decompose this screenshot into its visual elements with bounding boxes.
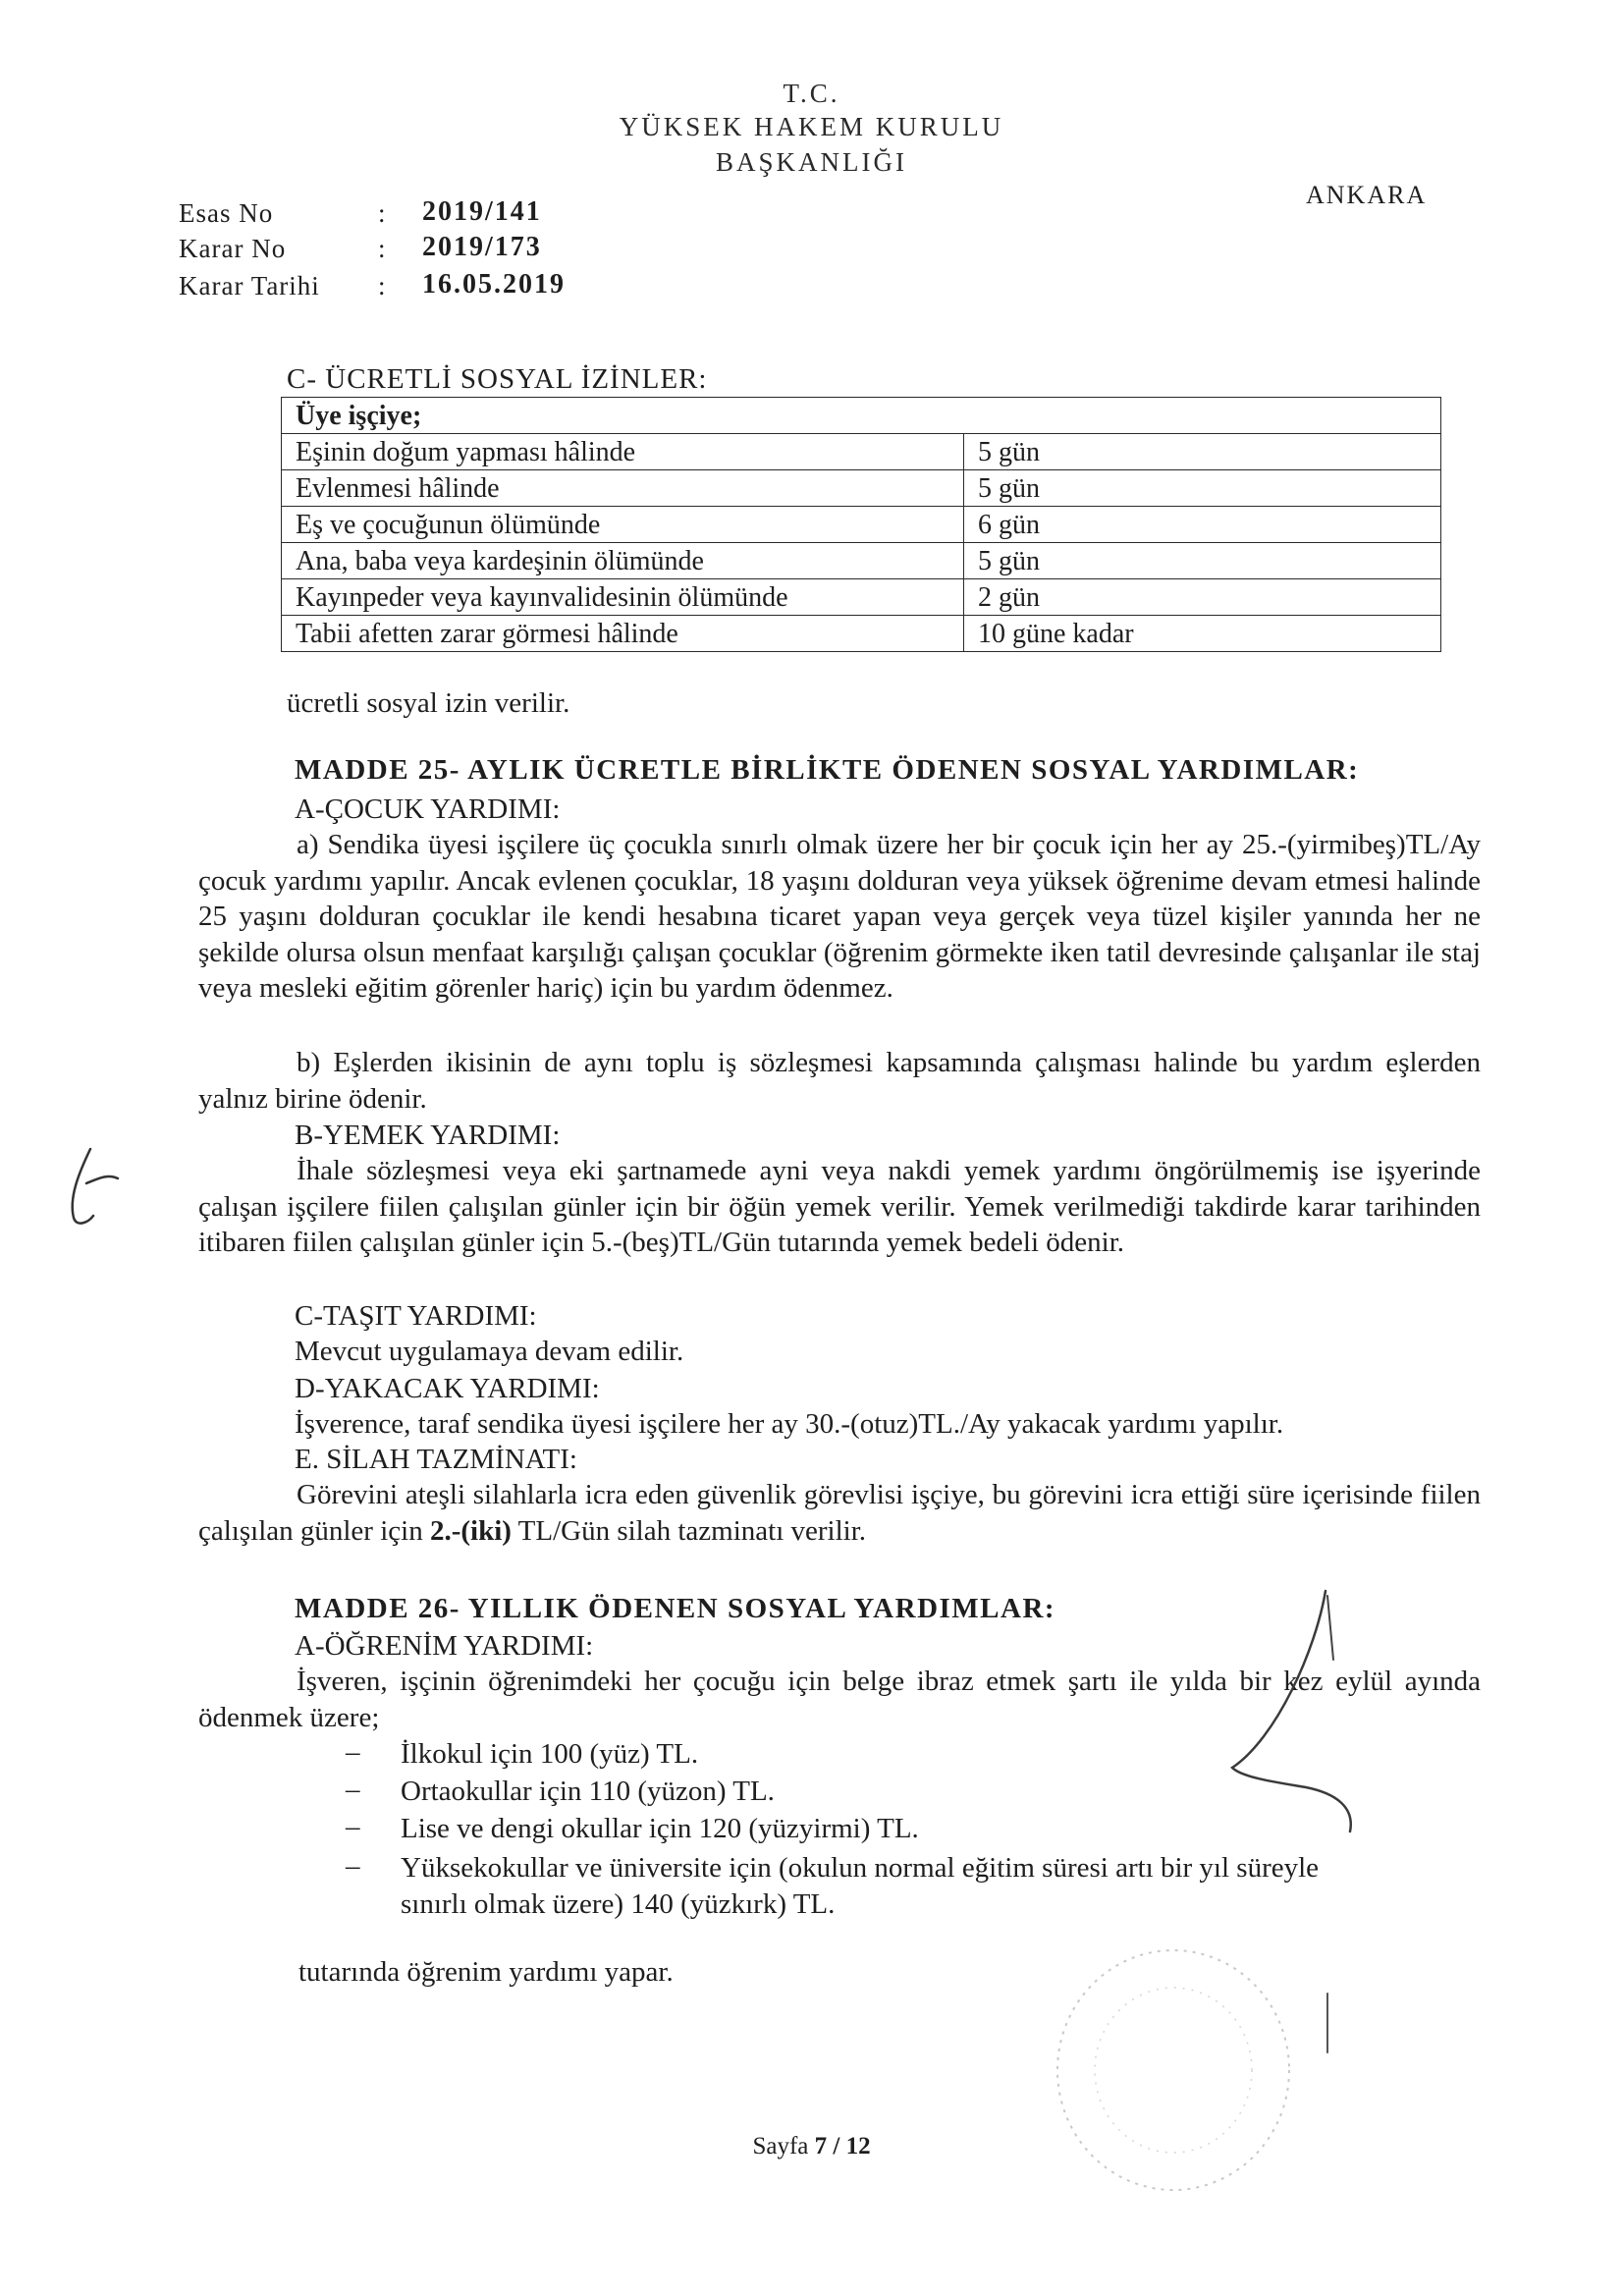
meta-label-tarih: Karar Tarihi (179, 271, 320, 301)
signature-mark (1232, 1591, 1351, 1831)
meta-value-karar: 2019/173 (422, 232, 542, 262)
page-current: 7 (814, 2133, 828, 2159)
left-initial-mark (73, 1149, 118, 1224)
header-presidency: BAŞKANLIĞI (716, 147, 907, 177)
meta-colon: : (378, 271, 386, 301)
table-cell-duration: 2 gün (964, 579, 1441, 616)
page-total: 12 (845, 2133, 871, 2159)
table-cell-event: Tabii afetten zarar görmesi hâlinde (282, 616, 964, 652)
table-cell-duration: 5 gün (964, 434, 1441, 470)
meta-value-tarih: 16.05.2019 (422, 269, 566, 300)
madde-25-c-title: C-TAŞIT YARDIMI: (295, 1300, 537, 1332)
list-item: Ortaokullar için 110 (yüzon) TL. (401, 1776, 775, 1807)
madde-25-d-title: D-YAKACAK YARDIMI: (295, 1373, 600, 1404)
list-item-dash: – (346, 1736, 360, 1768)
madde-25-d-text: İşverence, taraf sendika üyesi işçilere her ay 30.-(otuz)TL./Ay yakacak yardımı yapılır. (295, 1408, 1284, 1440)
table-cell-duration: 6 gün (964, 507, 1441, 543)
madde-25-a-a-text: a) Sendika üyesi işçilere üç çocukla sınırlı olmak üzere her bir çocuk için her ay 25.-(yirmibeş)TL/Ay çocuk yardımı yapılır. Ancak evlenen çocuklar, 18 yaşını dolduran veya yüksek öğrenime devam etmesi halinde 25 yaşını dolduran çocuklar ile kendi hesabına ticaret yapan veya gerçek veya tüzel kişiler yanında her ne şekilde olursa olsun menfaat karşılığı çalışan çocuklar (öğrenim görmekte iken tatil devresinde çalışanlar ile staj veya mesleki eğitim görenler hariç) için bu yardım ödenmez. (198, 829, 1481, 1005)
table-cell-event: Kayınpeder veya kayınvalidesinin ölümünde (282, 579, 964, 616)
meta-colon: : (378, 198, 386, 228)
section-c-title: C- ÜCRETLİ SOSYAL İZİNLER: (287, 363, 708, 395)
list-item-line: sınırlı olmak üzere) 140 (yüzkırk) TL. (401, 1887, 836, 1920)
madde-26-a-title: A-ÖĞRENİM YARDIMI: (295, 1630, 594, 1662)
madde-26-title: MADDE 26- YILLIK ÖDENEN SOSYAL YARDIMLAR: (295, 1593, 1056, 1624)
table-cell-event: Eşinin doğum yapması hâlinde (282, 434, 964, 470)
list-item: Lise ve dengi okullar için 120 (yüzyirmi) TL. (401, 1813, 919, 1844)
list-item: İlkokul için 100 (yüz) TL. (401, 1738, 699, 1770)
madde-25-title: MADDE 25- AYLIK ÜCRETLE BİRLİKTE ÖDENEN SOSYAL YARDIMLAR: (295, 754, 1360, 786)
list-item-dash: – (346, 1811, 360, 1842)
list-item-dash: – (346, 1774, 360, 1805)
list-item-dash: – (346, 1850, 360, 1882)
table-cell-duration: 5 gün (964, 543, 1441, 579)
madde-26-intro-text: İşveren, işçinin öğrenimdeki her çocuğu için belge ibraz etmek şartı ile yılda bir kez eylül ayında ödenmek üzere; (198, 1666, 1481, 1733)
madde-25-b-text: İhale sözleşmesi veya eki şartnamede ayni veya nakdi yemek yardımı öngörülmemiş ise işyerinde çalışan işçilere fiilen çalışılan günler için bir öğün yemek verilir. Yemek verilmediği takdirde karar tarihinden itibaren fiilen çalışılan günler için 5.-(beş)TL/Gün tutarında yemek bedeli ödenir. (198, 1155, 1481, 1259)
header-institution: YÜKSEK HAKEM KURULU (619, 112, 1004, 141)
table-cell-event: Evlenmesi hâlinde (282, 470, 964, 507)
meta-label-karar: Karar No (179, 234, 287, 263)
madde-25-e-amount: 2.-(iki) (429, 1514, 512, 1547)
table-cell-event: Ana, baba veya kardeşinin ölümünde (282, 543, 964, 579)
madde-25-c-text: Mevcut uygulamaya devam edilir. (295, 1336, 684, 1367)
stamp-inner-ring (1095, 1988, 1252, 2153)
meta-value-esas: 2019/141 (422, 196, 542, 227)
madde-25-a-b-text: b) Eşlerden ikisinin de aynı toplu iş sözleşmesi kapsamında çalışması halinde bu yardım eşlerden yalnız birine ödenir. (198, 1047, 1481, 1115)
table-header-cell: Üye işçiye; (282, 398, 1441, 434)
madde-25-e-text-1: Görevini ateşli silahlarla icra eden güvenlik görevlisi işçiye, bu görevini icra ettiği süre içerisinde fiilen çalışılan günler için (198, 1479, 1481, 1547)
madde-25-b-title: B-YEMEK YARDIMI: (295, 1120, 561, 1151)
madde-25-e-title: E. SİLAH TAZMİNATI: (295, 1444, 577, 1475)
table-cell-duration: 10 güne kadar (964, 616, 1441, 652)
page-separator: / (833, 2133, 840, 2159)
table-cell-duration: 5 gün (964, 470, 1441, 507)
table-cell-event: Eş ve çocuğunun ölümünde (282, 507, 964, 543)
header-city: ANKARA (1306, 181, 1428, 209)
madde-26-closing: tutarında öğrenim yardımı yapar. (298, 1956, 674, 1988)
meta-colon: : (378, 234, 386, 263)
stamp-seal (1057, 1950, 1289, 2190)
page-prefix: Sayfa (752, 2133, 809, 2159)
meta-label-esas: Esas No (179, 198, 274, 228)
madde-25-e-text-2: TL/Gün silah tazminatı verilir. (511, 1514, 867, 1547)
section-c-closing: ücretli sosyal izin verilir. (287, 687, 570, 719)
signature-stroke (1327, 1596, 1333, 1660)
header-tc: T.C. (783, 79, 840, 108)
madde-25-a-title: A-ÇOCUK YARDIMI: (295, 793, 561, 825)
list-item-line: Yüksekokullar ve üniversite için (okulun normal eğitim süresi artı bir yıl süreyle (401, 1852, 1320, 1884)
